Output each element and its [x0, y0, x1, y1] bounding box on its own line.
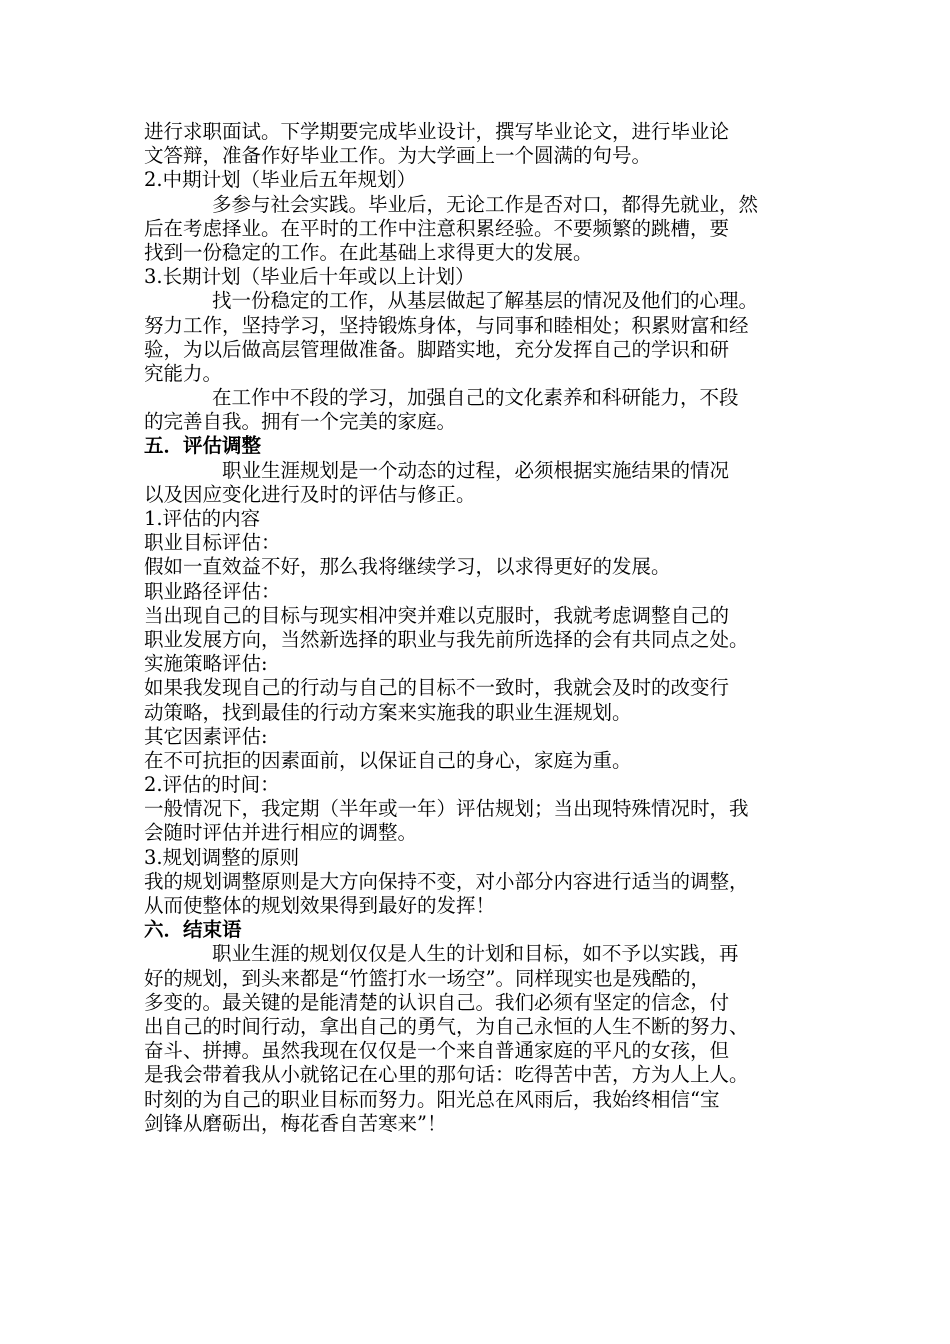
text-line: 是我会带着我从小就铭记在心里的那句话：吃得苦中苦，方为人上人。: [144, 1063, 749, 1087]
text-line: 3.长期计划（毕业后十年或以上计划）: [144, 265, 475, 289]
section-heading: 五．评估调整: [144, 434, 262, 458]
text-line: 从而使整体的规划效果得到最好的发挥！: [144, 894, 496, 917]
text-line: 多变的。最关键的是能清楚的认识自己。我们必须有坚定的信念，付: [144, 990, 730, 1014]
text-line: 假如一直效益不好，那么我将继续学习，以求得更好的发展。: [144, 555, 671, 579]
text-line: 职业目标评估：: [144, 531, 281, 555]
text-line: 一般情况下，我定期（半年或一年）评估规划；当出现特殊情况时，我: [144, 797, 749, 821]
text-line: 如果我发现自己的行动与自己的目标不一致时，我就会及时的改变行: [144, 676, 730, 700]
text-line: 剑锋从磨砺出，梅花香自苦寒来”！: [144, 1111, 447, 1135]
text-line: 文答辩，准备作好毕业工作。为大学画上一个圆满的句号。: [144, 144, 652, 168]
text-line: 奋斗、拼搏。虽然我现在仅仅是一个来自普通家庭的平凡的女孩，但: [144, 1039, 730, 1063]
text-line: 实施策略评估:: [144, 652, 268, 676]
text-line: 3.规划调整的原则: [144, 845, 300, 869]
text-line: 究能力。: [144, 361, 223, 385]
text-line: 当出现自己的目标与现实相冲突并难以克服时，我就考虑调整自己的: [144, 603, 730, 627]
text-line: 时刻的为自己的职业目标而努力。阳光总在风雨后，我始终相信“宝: [144, 1087, 720, 1111]
text-line: 找一份稳定的工作，从基层做起了解基层的情况及他们的心理。: [212, 289, 759, 313]
text-line: 后在考虑择业。在平时的工作中注意积累经验。不要频繁的跳槽，要: [144, 216, 730, 240]
document-page: [144, 120, 824, 1136]
text-line: 找到一份稳定的工作。在此基础上求得更大的发展。: [144, 240, 593, 264]
text-line: 2.评估的时间：: [144, 773, 280, 797]
text-line: 职业路径评估：: [144, 579, 281, 603]
text-line: 职业生涯规划是一个动态的过程，必须根据实施结果的情况: [222, 458, 730, 482]
section-heading: 六．结束语: [144, 918, 242, 942]
text-line: 2.中期计划（毕业后五年规划）: [144, 168, 417, 192]
text-line: 以及因应变化进行及时的评估与修正。: [144, 482, 476, 506]
text-line: 1.评估的内容: [144, 507, 261, 530]
text-line: 职业生涯的规划仅仅是人生的计划和目标，如不予以实践，再: [212, 942, 739, 966]
text-line: 进行求职面试。下学期要完成毕业设计，撰写毕业论文，进行毕业论: [144, 120, 730, 143]
text-line: 会随时评估并进行相应的调整。: [144, 821, 418, 845]
text-line: 验，为以后做高层管理做准备。脚踏实地，充分发挥自己的学识和研: [144, 337, 730, 361]
text-line: 努力工作，坚持学习，坚持锻炼身体，与同事和睦相处；积累财富和经: [144, 313, 749, 337]
text-line: 好的规划，到头来都是“竹篮打水一场空”。同样现实也是残酷的，: [144, 966, 710, 990]
text-line: 职业发展方向，当然新选择的职业与我先前所选择的会有共同点之处。: [144, 627, 749, 651]
text-line: 我的规划调整原则是大方向保持不变，对小部分内容进行适当的调整，: [144, 869, 749, 893]
text-line: 的完善自我。拥有一个完美的家庭。: [144, 410, 457, 434]
text-line: 多参与社会实践。毕业后，无论工作是否对口，都得先就业，然: [212, 192, 759, 216]
text-line: 在不可抗拒的因素面前，以保证自己的身心，家庭为重。: [144, 748, 632, 772]
text-line: 出自己的时间行动，拿出自己的勇气，为自己永恒的人生不断的努力、: [144, 1014, 749, 1038]
text-line: 在工作中不段的学习，加强自己的文化素养和科研能力，不段: [212, 386, 739, 410]
text-line: 动策略，找到最佳的行动方案来实施我的职业生涯规划。: [144, 700, 632, 724]
text-line: 其它因素评估:: [144, 724, 268, 748]
